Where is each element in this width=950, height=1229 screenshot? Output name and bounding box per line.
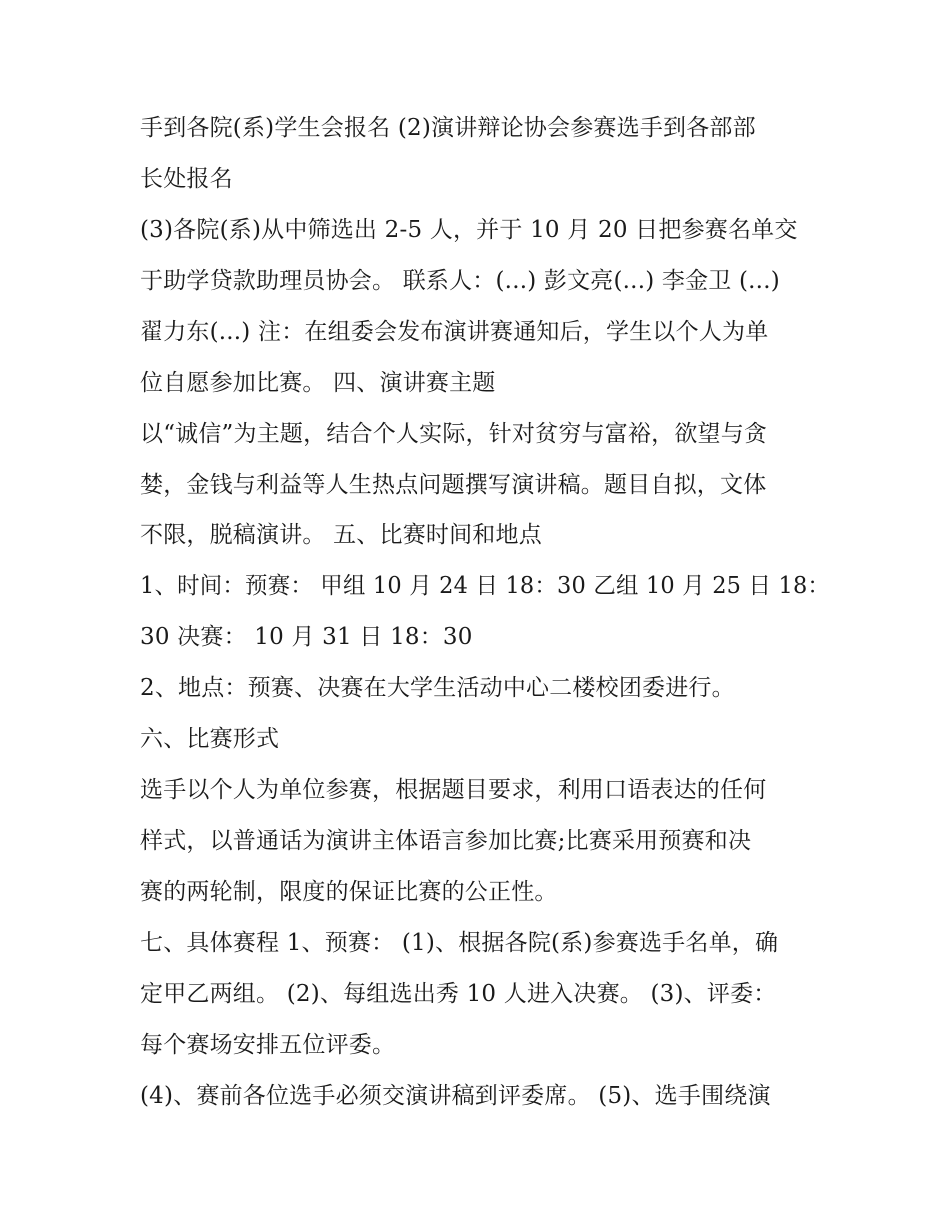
text-line: 不限，脱稿演讲。 五、比赛时间和地点 — [140, 522, 542, 548]
text-line: 选手以个人为单位参赛，根据题目要求，利用口语表达的任何 — [140, 777, 767, 803]
text-line: 于助学贷款助理员协会。 联系人：(...) 彭文亮(...) 李金卫 (...) — [140, 268, 780, 294]
text-line: 定甲乙两组。 (2)、每组选出秀 10 人进入决赛。 (3)、评委： — [140, 981, 777, 1007]
text-line: 手到各院(系)学生会报名 (2)演讲辩论协会参赛选手到各部部 — [140, 115, 756, 141]
text-line: 每个赛场安排五位评委。 — [140, 1032, 396, 1058]
text-line: 以“诚信”为主题，结合个人实际，针对贫穷与富裕，欲望与贪 — [140, 421, 768, 447]
text-line: 翟力东(...) 注：在组委会发布演讲赛通知后，学生以个人为单 — [140, 319, 769, 345]
text-line: 婪，金钱与利益等人生热点问题撰写演讲稿。题目自拟，文体 — [140, 472, 767, 498]
text-line: 样式，以普通话为演讲主体语言参加比赛;比赛采用预赛和决 — [140, 828, 752, 854]
section-heading: 六、比赛形式 — [140, 726, 280, 752]
text-line: 赛的两轮制，限度的保证比赛的公正性。 — [140, 879, 558, 905]
text-line: 1、时间：预赛： 甲组 10 月 24 日 18：30 乙组 10 月 25 日 18： — [140, 573, 831, 599]
text-line: (3)各院(系)从中筛选出 2-5 人，并于 10 月 20 日把参赛名单交 — [140, 217, 798, 243]
text-line: 30 决赛： 10 月 31 日 18：30 — [140, 624, 473, 650]
text-line: 2、地点：预赛、决赛在大学生活动中心二楼校团委进行。 — [140, 675, 735, 701]
text-line: 长处报名 — [140, 166, 233, 192]
text-line: 七、具体赛程 1、预赛： (1)、根据各院(系)参赛选手名单，确 — [140, 930, 779, 956]
text-line: 位自愿参加比赛。 四、演讲赛主题 — [140, 370, 496, 396]
text-line: (4)、赛前各位选手必须交演讲稿到评委席。 (5)、选手围绕演 — [140, 1083, 771, 1109]
